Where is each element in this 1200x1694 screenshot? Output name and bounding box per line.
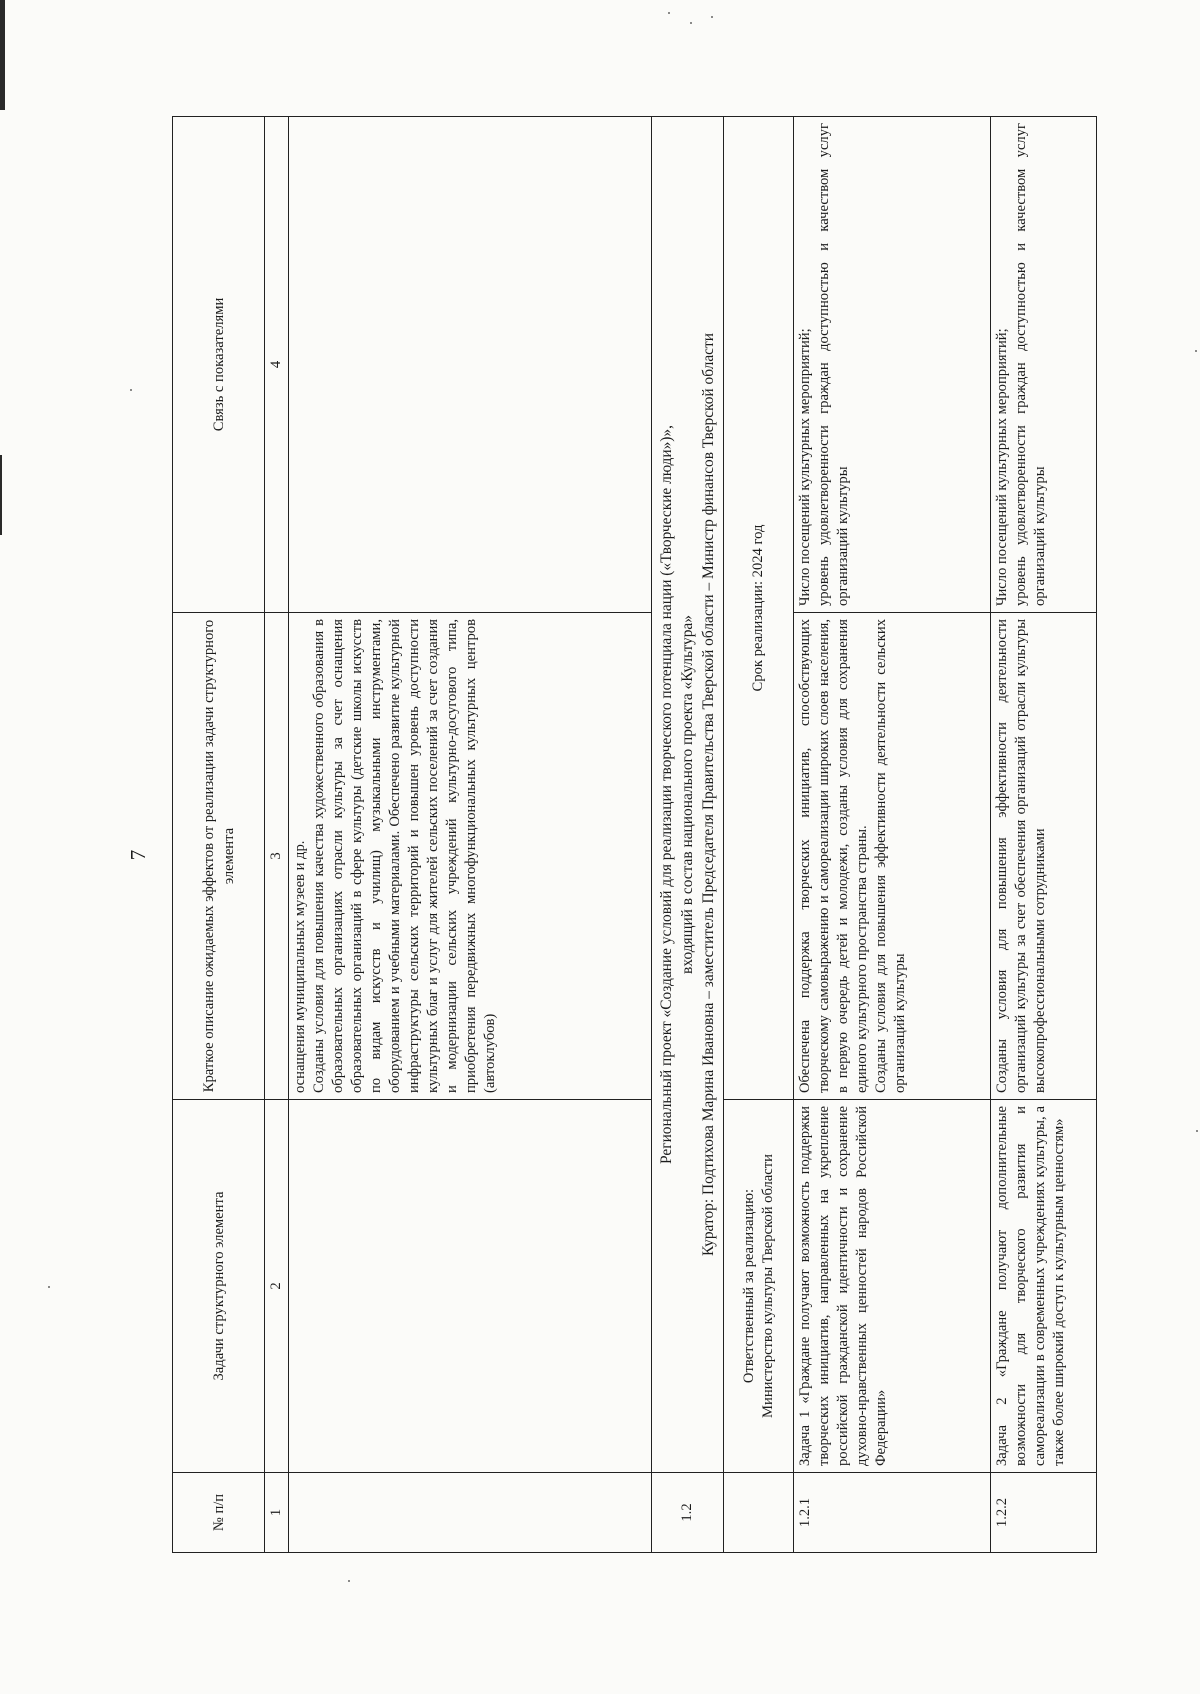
row-indicators: Число посещений культурных мероприятий; уровень удовлетворенности граждан доступностью и качеством услуг организаций культуры [794, 117, 991, 613]
scan-speck [348, 1580, 350, 1582]
section-row [652, 117, 724, 1553]
tasks-table [172, 116, 1097, 1553]
header-tasks: Задачи структурного элемента [173, 1100, 265, 1473]
column-number: 1 [265, 1473, 289, 1553]
continuation-task-cell [289, 1100, 652, 1473]
section-number: 1.2 [652, 1473, 724, 1553]
continuation-number-cell [289, 1473, 652, 1553]
scan-speck [130, 389, 132, 391]
scan-edge-mark-left [0, 455, 2, 535]
continuation-text: оснащения муниципальных музеев и др. Созданы условия для повышения качества художественного образования в образовательных организациях отрасли культуры за счет оснащения образовательных организаций в сфере культуры (детские школы искусств по видам искусств и училищ) музыкальными инструментами, оборудованием и учебными материалами. Обеспечено развитие культурной инфраструктуры сельских территорий и повышен уровень доступности культурных благ и услуг для жителей сельских поселений за счет создания и модернизации сельских учреждений культурно-досугового типа, приобретения передвижных многофункциональных культурных центров (автоклубов) [292, 619, 498, 1093]
page-number: 7 [126, 849, 150, 861]
responsible-value: Министерство культуры Тверской области [759, 1154, 776, 1418]
scan-speck [1196, 1130, 1198, 1132]
column-numbers-row [265, 117, 289, 1553]
continuation-effect-cell [289, 613, 652, 1100]
row-number: 1.2.1 [794, 1473, 991, 1553]
rotated-document [172, 117, 1092, 1553]
responsible-cell [724, 1100, 794, 1473]
responsible-label: Ответственный за реализацию: [740, 1188, 757, 1384]
row-effect: Созданы условия для повышения эффективности деятельности организаций культуры за счет обеспечения организаций отрасли культуры высокопрофессиональными сотрудниками [991, 613, 1097, 1100]
scan-speck [1195, 350, 1197, 352]
scan-edge-mark-top [0, 0, 5, 110]
scan-speck [711, 16, 713, 18]
section-title-line1: Региональный проект «Создание условий для реализации творческого потенциала нации («Творческие люди»)», [658, 425, 675, 1164]
row-effect: Обеспечена поддержка творческих инициатив, способствующих творческому самовыражению и самореализации широких слоев населения, в первую очередь детей и молодежи, созданы условия для сохранения единого культурного пространства страны. Созданы условия для повышения эффективности деятельности сельских организаций культуры [794, 613, 991, 1100]
header-row [173, 117, 265, 1553]
scan-speck [668, 12, 670, 14]
table-row [794, 117, 991, 1553]
column-number: 2 [265, 1100, 289, 1473]
section-title-line2: входящий в состав национального проекта «Культура» [679, 615, 696, 974]
implementation-term: Срок реализации: 2024 год [750, 524, 766, 692]
term-cell [724, 117, 794, 1100]
row-task: Задача 2 «Граждане получают дополнительные возможности для творческого развития и самореализации в современных учреждениях культуры, а также более широкий доступ к культурным ценностям» [991, 1100, 1097, 1473]
row-number: 1.2.2 [991, 1473, 1097, 1553]
responsible-row [724, 117, 794, 1553]
column-number: 3 [265, 613, 289, 1100]
section-curator: Куратор: Подтихова Марина Ивановна – заместитель Председателя Правительства Тверской области – Министр финансов Тверской области [700, 333, 717, 1256]
scan-speck [690, 22, 692, 24]
table-row [991, 117, 1097, 1553]
responsible-empty-cell [724, 1473, 794, 1553]
section-title-cell [652, 117, 724, 1473]
header-effects: Краткое описание ожидаемых эффектов от реализации задачи структурного элемента [173, 613, 265, 1100]
continuation-indicators-cell [289, 117, 652, 613]
header-indicators: Связь с показателями [173, 117, 265, 613]
row-task: Задача 1 «Граждане получают возможность поддержки творческих инициатив, направленных на укрепление российской гражданской идентичности и сохранение духовно-нравственных ценностей народов Российской Федерации» [794, 1100, 991, 1473]
scan-speck [48, 1286, 50, 1288]
continuation-row [289, 117, 652, 1553]
column-number: 4 [265, 117, 289, 613]
row-indicators: Число посещений культурных мероприятий; уровень удовлетворенности граждан доступностью и качеством услуг организаций культуры [991, 117, 1097, 613]
header-number: № п/п [173, 1473, 265, 1553]
